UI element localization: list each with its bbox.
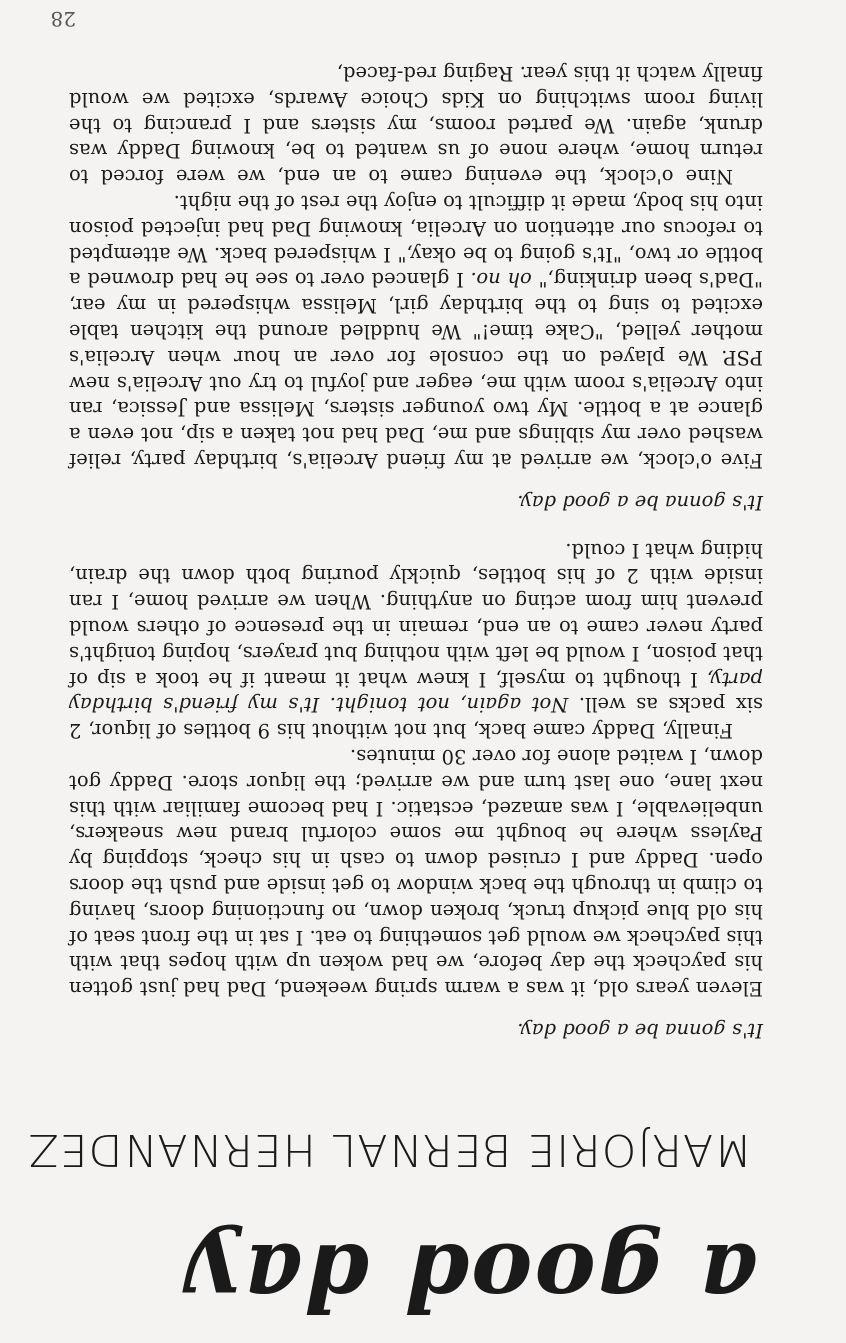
epigraph: It's gonna be a good day. — [517, 490, 763, 514]
paragraph: Nine o'clock, the evening came to an end, we were forced to return home, where none of us wanted to be, knowing Daddy was drunk, again. We parted rooms, my sisters and I prancing to the living room switching on Kids Choice Awards, excited we would finally watch it this year. Raging red-faced, — [69, 62, 763, 189]
paragraph — [69, 537, 763, 743]
story-title: a good day — [185, 1223, 758, 1331]
page-number: 28 — [50, 7, 76, 31]
story-body — [69, 60, 763, 1043]
paragraph-text: Five o'clock, we arrived at my friend Arcelia's, birthday party, relief washed over my siblings and me, Dad had not taken a sip, not even a glance at a bottle. My two younger sisters, Melissa and Jessica, ran into Arcelia's room with me, eager and joyful to try out Arcelia's new PSP. We played on the console for over an hour when Arcelia's mother yelled, "Cake time!" We huddled around the kitchen table excited to sing to the birthday girl, Melissa whispered in my ear, "Dad's been drinking," — [69, 268, 763, 473]
inner-thought: Not again, not tonight. It's my friend's birthday party, — [69, 667, 763, 717]
paragraph-text: I thought to myself, I knew what it meant if he took a sip of that poison, I would be left with nothing but prayers, hoping tonight's party never came to an end, remain in the presence of others would prevent him from acting on anything. When we arrived home, I ran inside with 2 of his bottles, quickly pouring both down the drain, hiding what I could. — [69, 538, 763, 691]
paragraph-text: I glanced over to see he had drowned a bottle or two, "It's going to be okay," I whispered back. We attempted to refocus our attention on Arcelia, knowing Dad had injected poison into his body, made it difficult to enjoy the rest of the night. — [68, 191, 763, 292]
paragraph — [69, 189, 763, 473]
inner-thought: oh no. — [470, 268, 532, 292]
author-name: MARJORIE BERNAL HERNANDEZ — [27, 1124, 752, 1175]
epigraph: It's gonna be a good day. — [517, 1019, 763, 1042]
paragraph-text: Finally, Daddy came back, but not without his 9 bottles of liquor, 2 six packs as well. — [69, 693, 763, 743]
paragraph: Eleven years old, it was a warm spring weekend, Dad had just gotten his paycheck the day before, we had woken up with hopes that with this paycheck we would get something to eat. I sat in the front seat of his old blue pickup truck, broken down, no functioning doors, having to climb in through the back window to get inside and push the doors open. Daddy and I cruised down to cash in his check, stopping by Payless where he bought me some colorful brand new sneakers, unbelievable, I was amazed, ecstatic. I had become familiar with this next lane, one last turn and we arrived; the liquor store. Daddy got down, I waited alone for over 30 minutes. — [69, 745, 763, 1001]
